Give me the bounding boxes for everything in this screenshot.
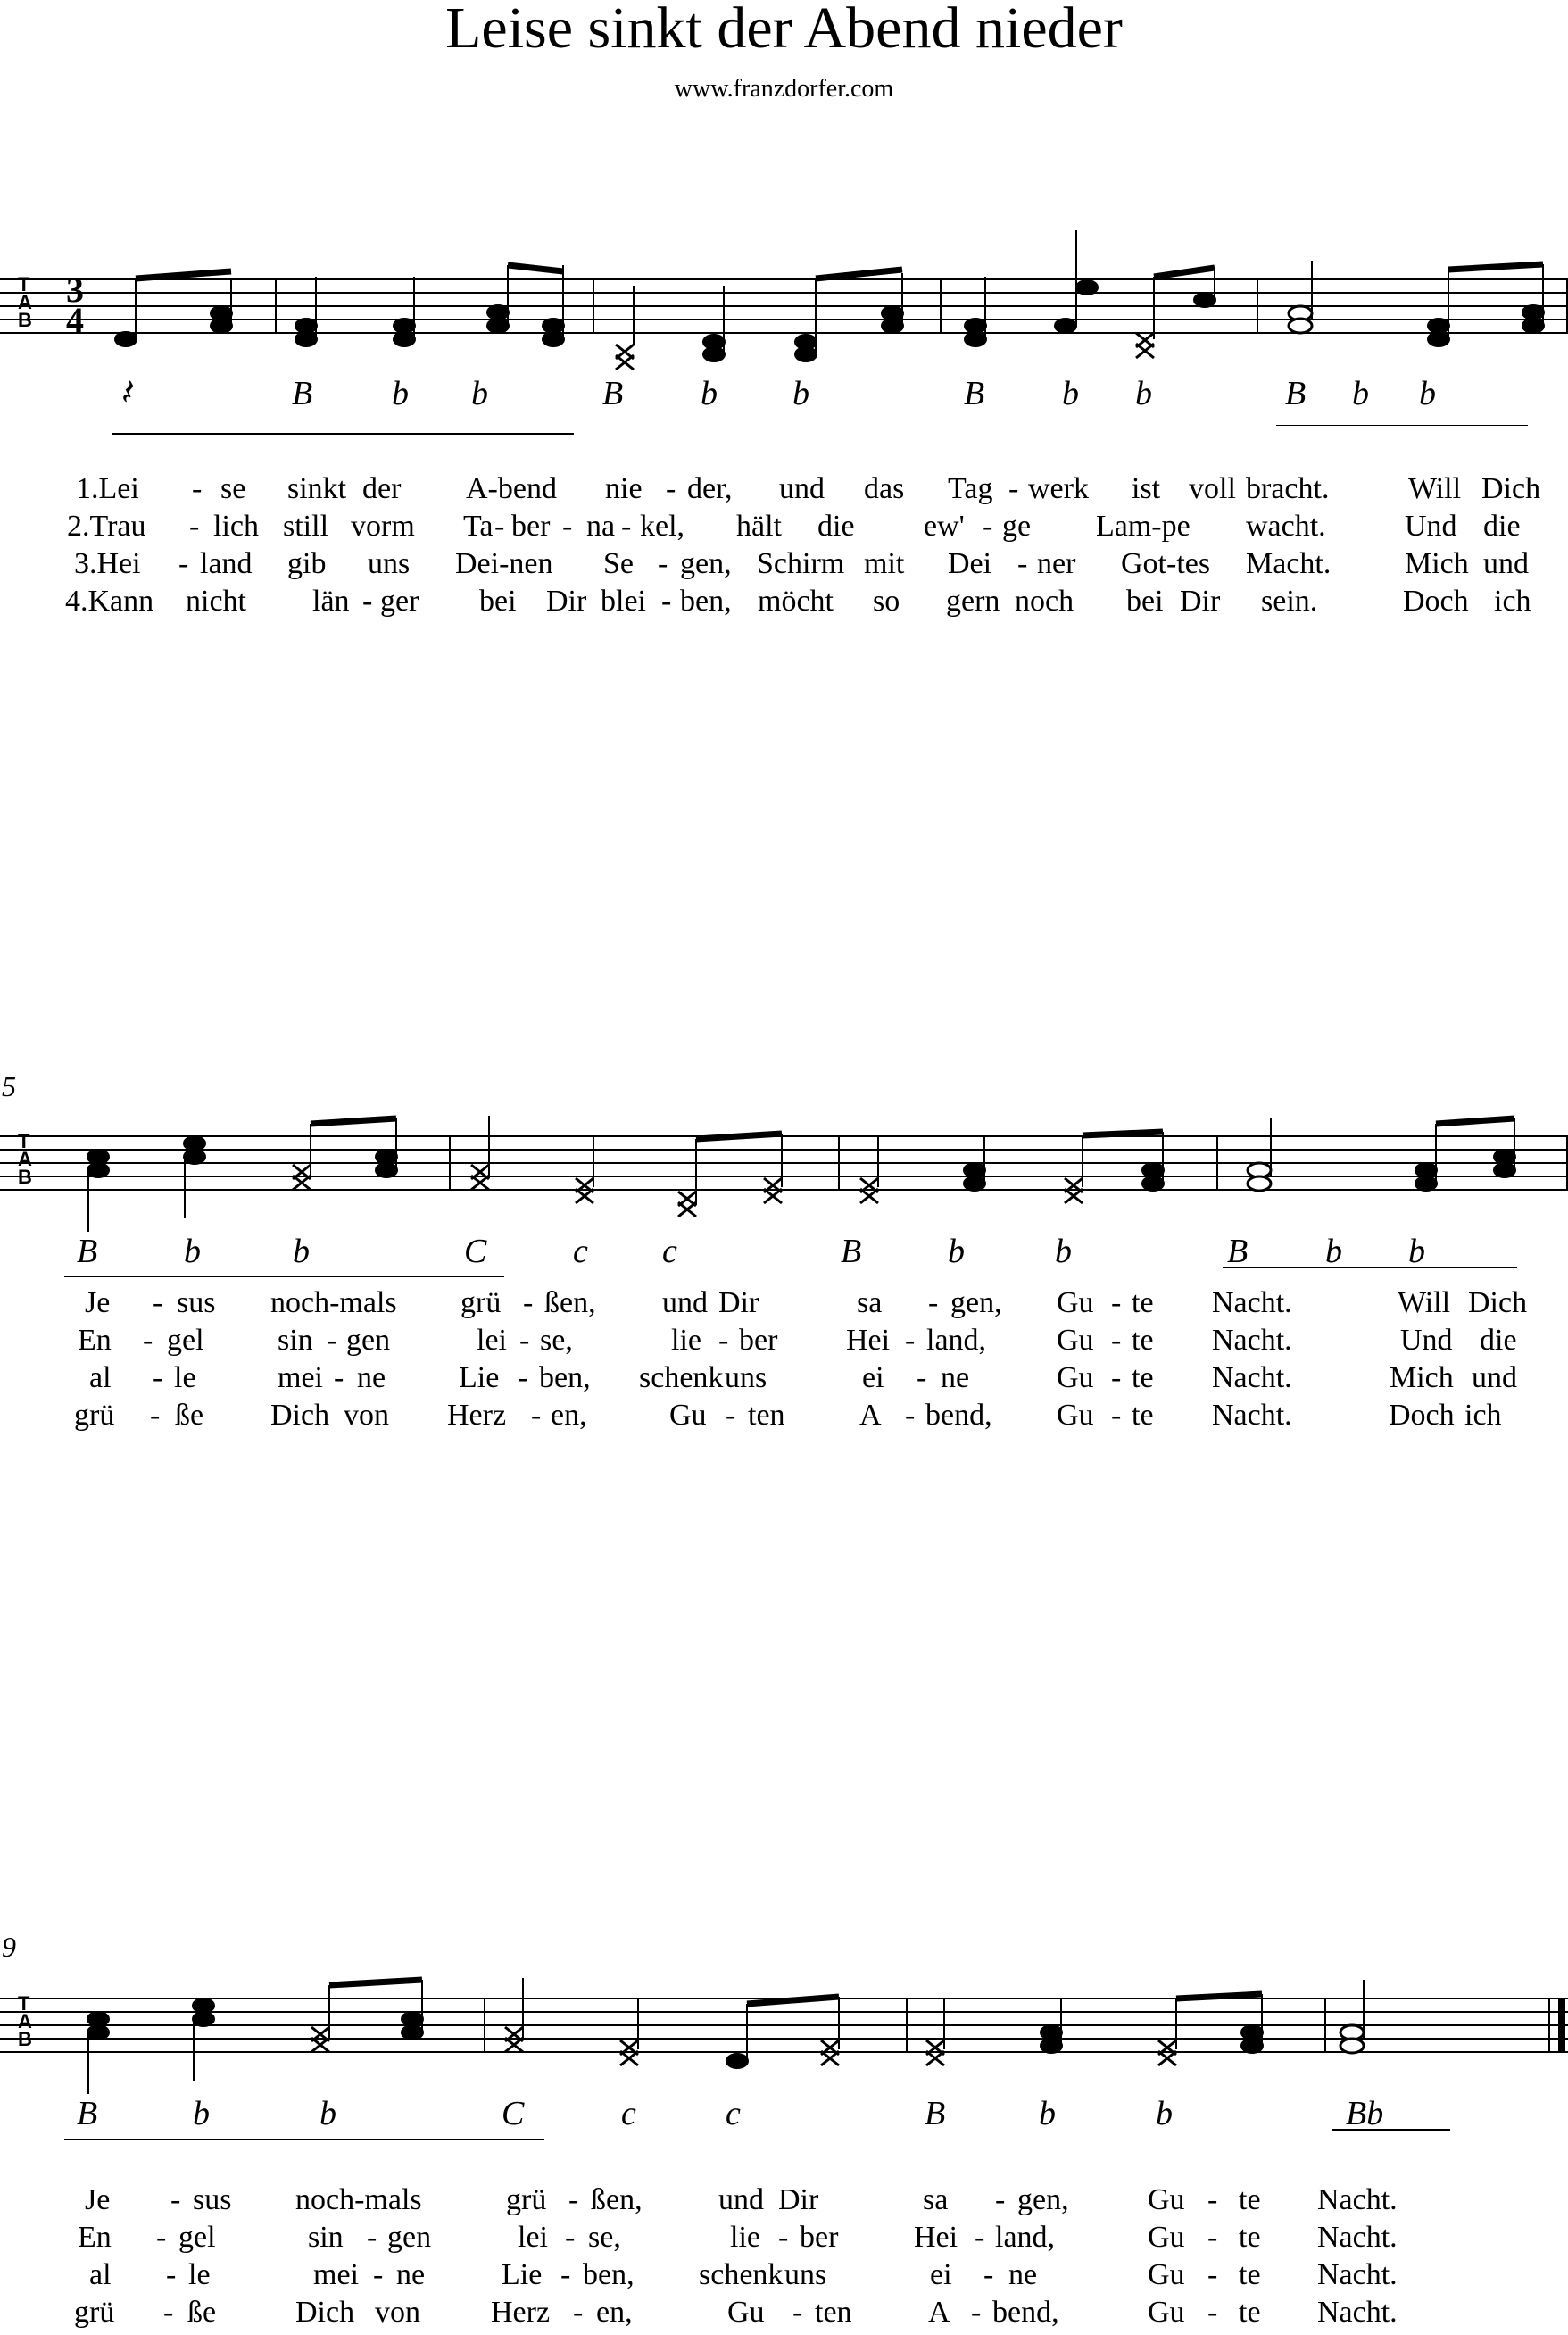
svg-text:c: c bbox=[662, 1233, 677, 1270]
notes-system-2 bbox=[87, 1116, 1515, 1232]
svg-text:B: B bbox=[77, 1233, 98, 1270]
tab-label-a: A bbox=[18, 1148, 32, 1170]
bass-line-system-2 bbox=[77, 1233, 1425, 1270]
tab-label-t: T bbox=[18, 1130, 30, 1152]
notes-system-3 bbox=[87, 1978, 1364, 2094]
svg-text:B: B bbox=[292, 375, 313, 411]
svg-text:C: C bbox=[502, 2095, 525, 2132]
lyrics-verse-4: grü - ße Dich von Herz - en, Gu - ten A - bend, Gu - te Nacht. Doch ich bbox=[74, 1399, 1502, 1432]
tab-label-a: A bbox=[18, 291, 32, 313]
time-signature-bottom: 4 bbox=[66, 300, 84, 340]
lyrics-verse-3: al - le mei - ne Lie - ben, schenk uns ei - ne Gu - te Nacht. bbox=[89, 2258, 1398, 2291]
page-title: Leise sinkt der Abend nieder bbox=[445, 0, 1123, 61]
svg-text:b: b bbox=[1062, 375, 1079, 411]
measure-number-9: 9 bbox=[2, 1931, 16, 1963]
svg-text:b: b bbox=[392, 375, 409, 411]
svg-text:b: b bbox=[1156, 2095, 1173, 2132]
tab-label-t: T bbox=[18, 273, 30, 295]
lyrics-verse-1: Je - sus noch-mals grü - ßen, und Dir sa - gen, Gu - te Nacht. bbox=[85, 2183, 1398, 2216]
tab-label-a: A bbox=[18, 2010, 32, 2032]
svg-text:b: b bbox=[471, 375, 488, 411]
tab-label-b: B bbox=[18, 1166, 32, 1188]
svg-text:b: b bbox=[1419, 375, 1436, 411]
svg-text:b: b bbox=[293, 1233, 310, 1270]
svg-text:b: b bbox=[1325, 1233, 1342, 1270]
svg-text:C: C bbox=[464, 1233, 487, 1270]
svg-text:b: b bbox=[701, 375, 718, 411]
tab-label-t: T bbox=[18, 1992, 30, 2015]
svg-text:B: B bbox=[77, 2095, 98, 2132]
tab-label-b: B bbox=[18, 309, 32, 331]
bass-underline-system-1 bbox=[0, 425, 1568, 443]
lyrics-verse-4: 4.Kann nicht län - ger bei Dir blei - ben, möcht so gern noch bei Dir sein. Doch ich bbox=[65, 585, 1531, 618]
time-signature-top: 3 bbox=[66, 270, 84, 310]
lyrics-verse-2: En - gel sin - gen lei - se, lie - ber Hei - land, Gu - te Nacht. bbox=[78, 2221, 1398, 2254]
bass-line-system-3 bbox=[77, 2095, 1383, 2132]
svg-text:b: b bbox=[1039, 2095, 1056, 2132]
staff-system-1 bbox=[0, 214, 1568, 411]
svg-text:c: c bbox=[621, 2095, 636, 2132]
svg-text:c: c bbox=[726, 2095, 741, 2132]
notes-system-1 bbox=[115, 230, 1544, 370]
svg-text:B: B bbox=[925, 2095, 946, 2132]
svg-text:b: b bbox=[319, 2095, 336, 2132]
svg-text:B: B bbox=[964, 375, 985, 411]
svg-text:b: b bbox=[193, 2095, 210, 2132]
lyrics-verse-3: 3.Hei - land gib uns Dei-nen Se - gen, Schirm mit Dei - ner Got-tes Macht. Mich und bbox=[74, 547, 1529, 580]
staff-system-2 bbox=[0, 1053, 1568, 1285]
lyrics-verse-4: grü - ße Dich von Herz - en, Gu - ten A - bend, Gu - te Nacht. bbox=[74, 2296, 1398, 2329]
svg-text:b: b bbox=[184, 1233, 201, 1270]
svg-text:b: b bbox=[1352, 375, 1369, 411]
svg-text:B: B bbox=[1227, 1233, 1249, 1270]
svg-text:b: b bbox=[948, 1233, 965, 1270]
lyrics-verse-2: 2.Trau - lich still vorm Ta - ber - na - kel, hält die ew' - ge Lam-pe wacht. Und die bbox=[67, 510, 1521, 543]
svg-text:b: b bbox=[1055, 1233, 1072, 1270]
svg-text:b: b bbox=[1135, 375, 1152, 411]
svg-text:B: B bbox=[1285, 375, 1307, 411]
tab-label-b: B bbox=[18, 2028, 32, 2050]
bass-line-system-1 bbox=[120, 372, 1436, 411]
lyrics-verse-3: al - le mei - ne Lie - ben, schenk uns ei - ne Gu - te Nacht. Mich und bbox=[89, 1361, 1517, 1394]
svg-text:𝄽: 𝄽 bbox=[120, 372, 131, 411]
staff-system-3 bbox=[0, 1919, 1568, 2151]
source-url: www.franzdorfer.com bbox=[674, 75, 894, 103]
measure-number-5: 5 bbox=[2, 1070, 16, 1102]
svg-text:b: b bbox=[1408, 1233, 1425, 1270]
svg-text:Bb: Bb bbox=[1346, 2095, 1384, 2132]
lyrics-verse-2: En - gel sin - gen lei - se, lie - ber Hei - land, Gu - te Nacht. Und die bbox=[78, 1324, 1517, 1357]
svg-text:B: B bbox=[602, 375, 624, 411]
svg-text:B: B bbox=[841, 1233, 862, 1270]
lyrics-verse-1: 1.Lei - se sinkt der A-bend nie - der, und das Tag - werk ist voll bracht. Will Dich bbox=[76, 472, 1541, 505]
lyrics-verse-1: Je - sus noch-mals grü - ßen, und Dir sa - gen, Gu - te Nacht. Will Dich bbox=[85, 1286, 1528, 1319]
svg-text:c: c bbox=[573, 1233, 588, 1270]
svg-text:b: b bbox=[792, 375, 809, 411]
